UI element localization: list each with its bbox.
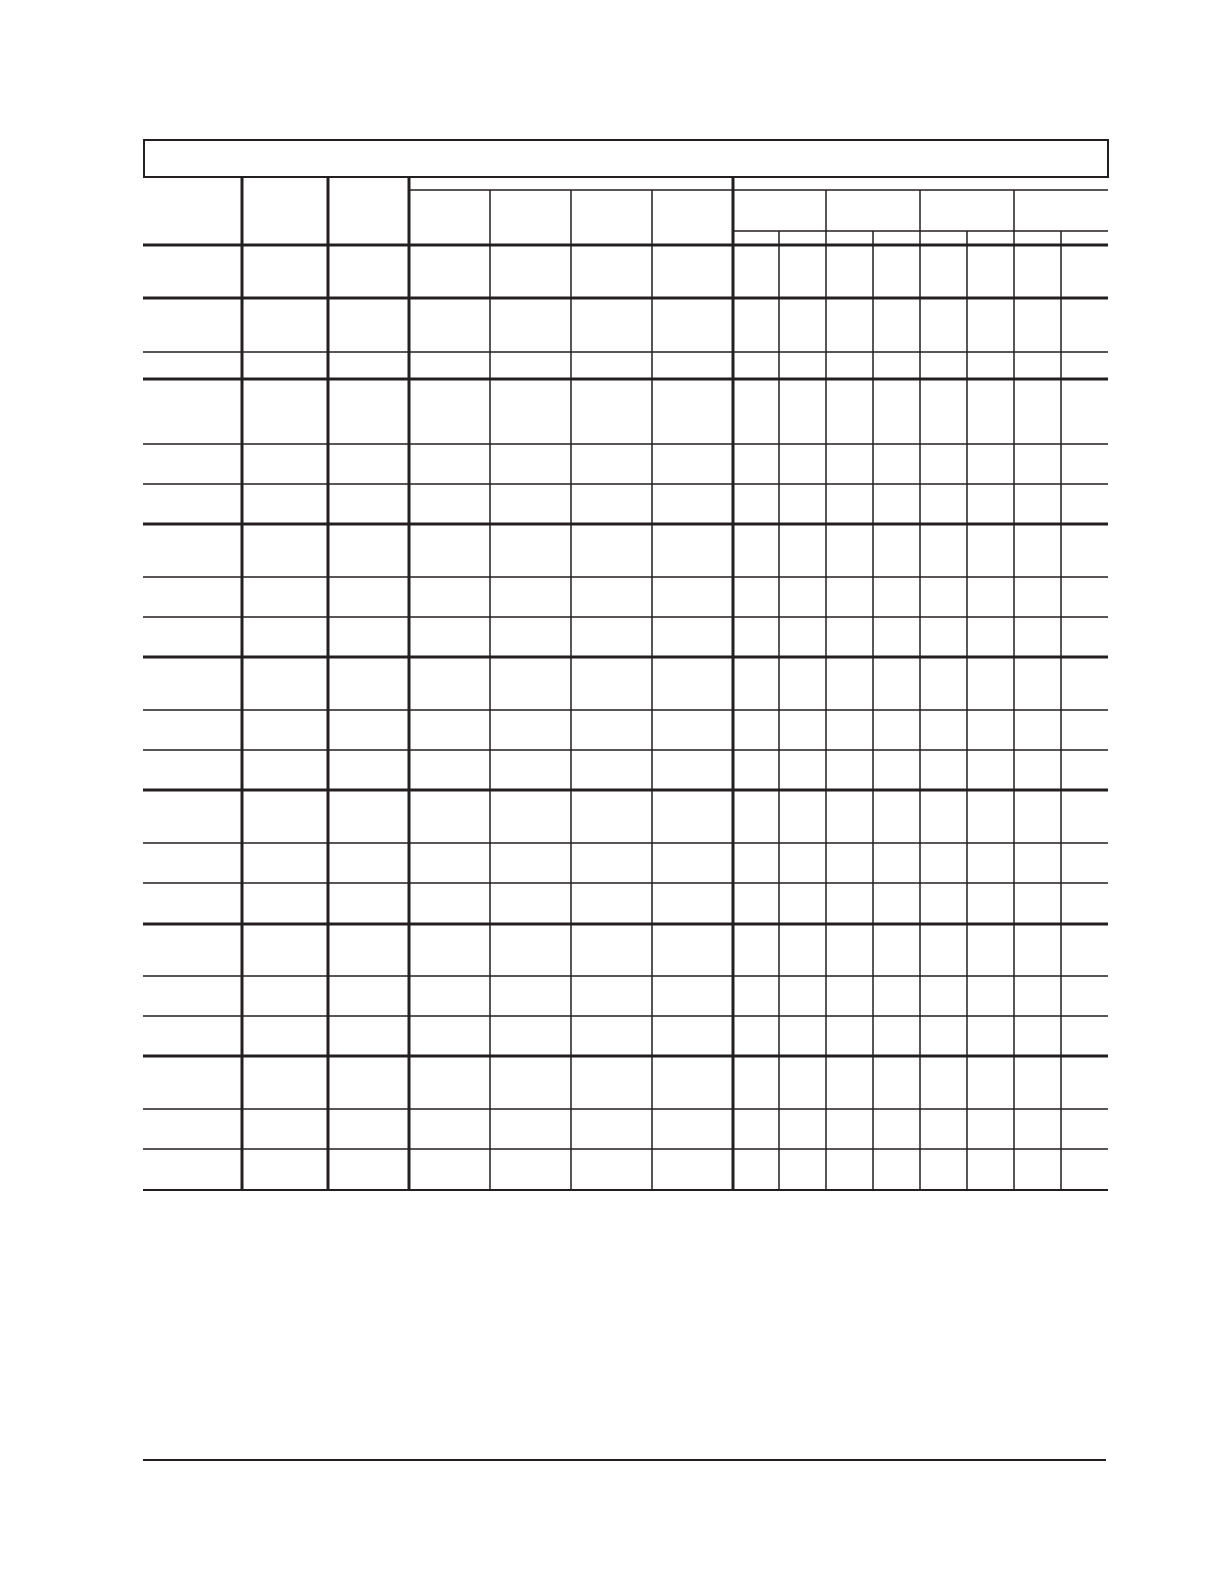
footer-rule — [143, 1459, 1106, 1461]
